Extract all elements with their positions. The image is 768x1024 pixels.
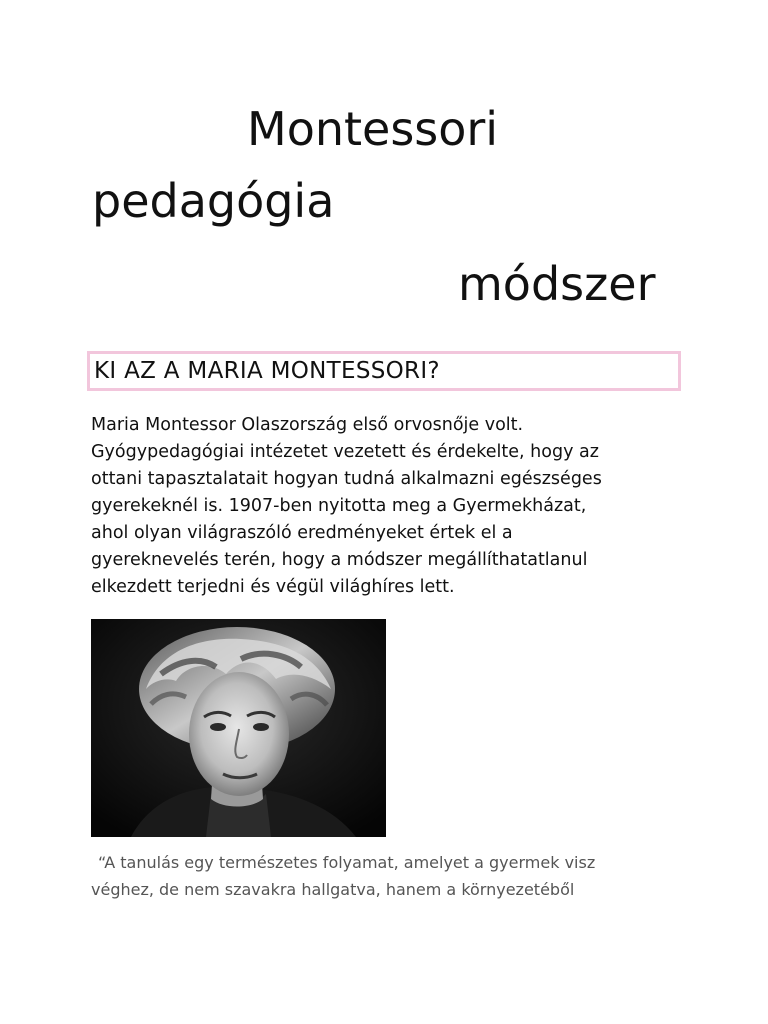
title-line-3: módszer: [458, 257, 656, 311]
portrait-illustration: [91, 619, 386, 837]
section-heading: KI AZ A MARIA MONTESSORI?: [94, 358, 440, 384]
title-line-1: Montessori: [247, 102, 499, 156]
body-paragraph: [91, 412, 691, 601]
body-line: Maria Montessor Olaszország első orvosnője volt.: [91, 415, 524, 435]
title-line-2: pedagógia: [92, 174, 335, 228]
portrait-photo: [91, 619, 386, 837]
body-line: gyereknevelés terén, hogy a módszer megállíthatatlanul: [91, 550, 588, 570]
body-line: Gyógypedagógiai intézetet vezetett és érdekelte, hogy az: [91, 442, 599, 462]
body-line: elkezdett terjedni és végül világhíres lett.: [91, 577, 455, 597]
section-heading-box: [87, 351, 681, 391]
quote-line: “A tanulás egy természetes folyamat, amelyet a gyermek visz: [98, 853, 596, 872]
quote-block: [91, 849, 691, 903]
body-line: ahol olyan világraszóló eredményeket értek el a: [91, 523, 513, 543]
body-line: gyerekeknél is. 1907-ben nyitotta meg a Gyermekházat,: [91, 496, 587, 516]
body-line: ottani tapasztalatait hogyan tudná alkalmazni egészséges: [91, 469, 602, 489]
quote-line: véghez, de nem szavakra hallgatva, hanem a környezetéből: [91, 880, 575, 899]
